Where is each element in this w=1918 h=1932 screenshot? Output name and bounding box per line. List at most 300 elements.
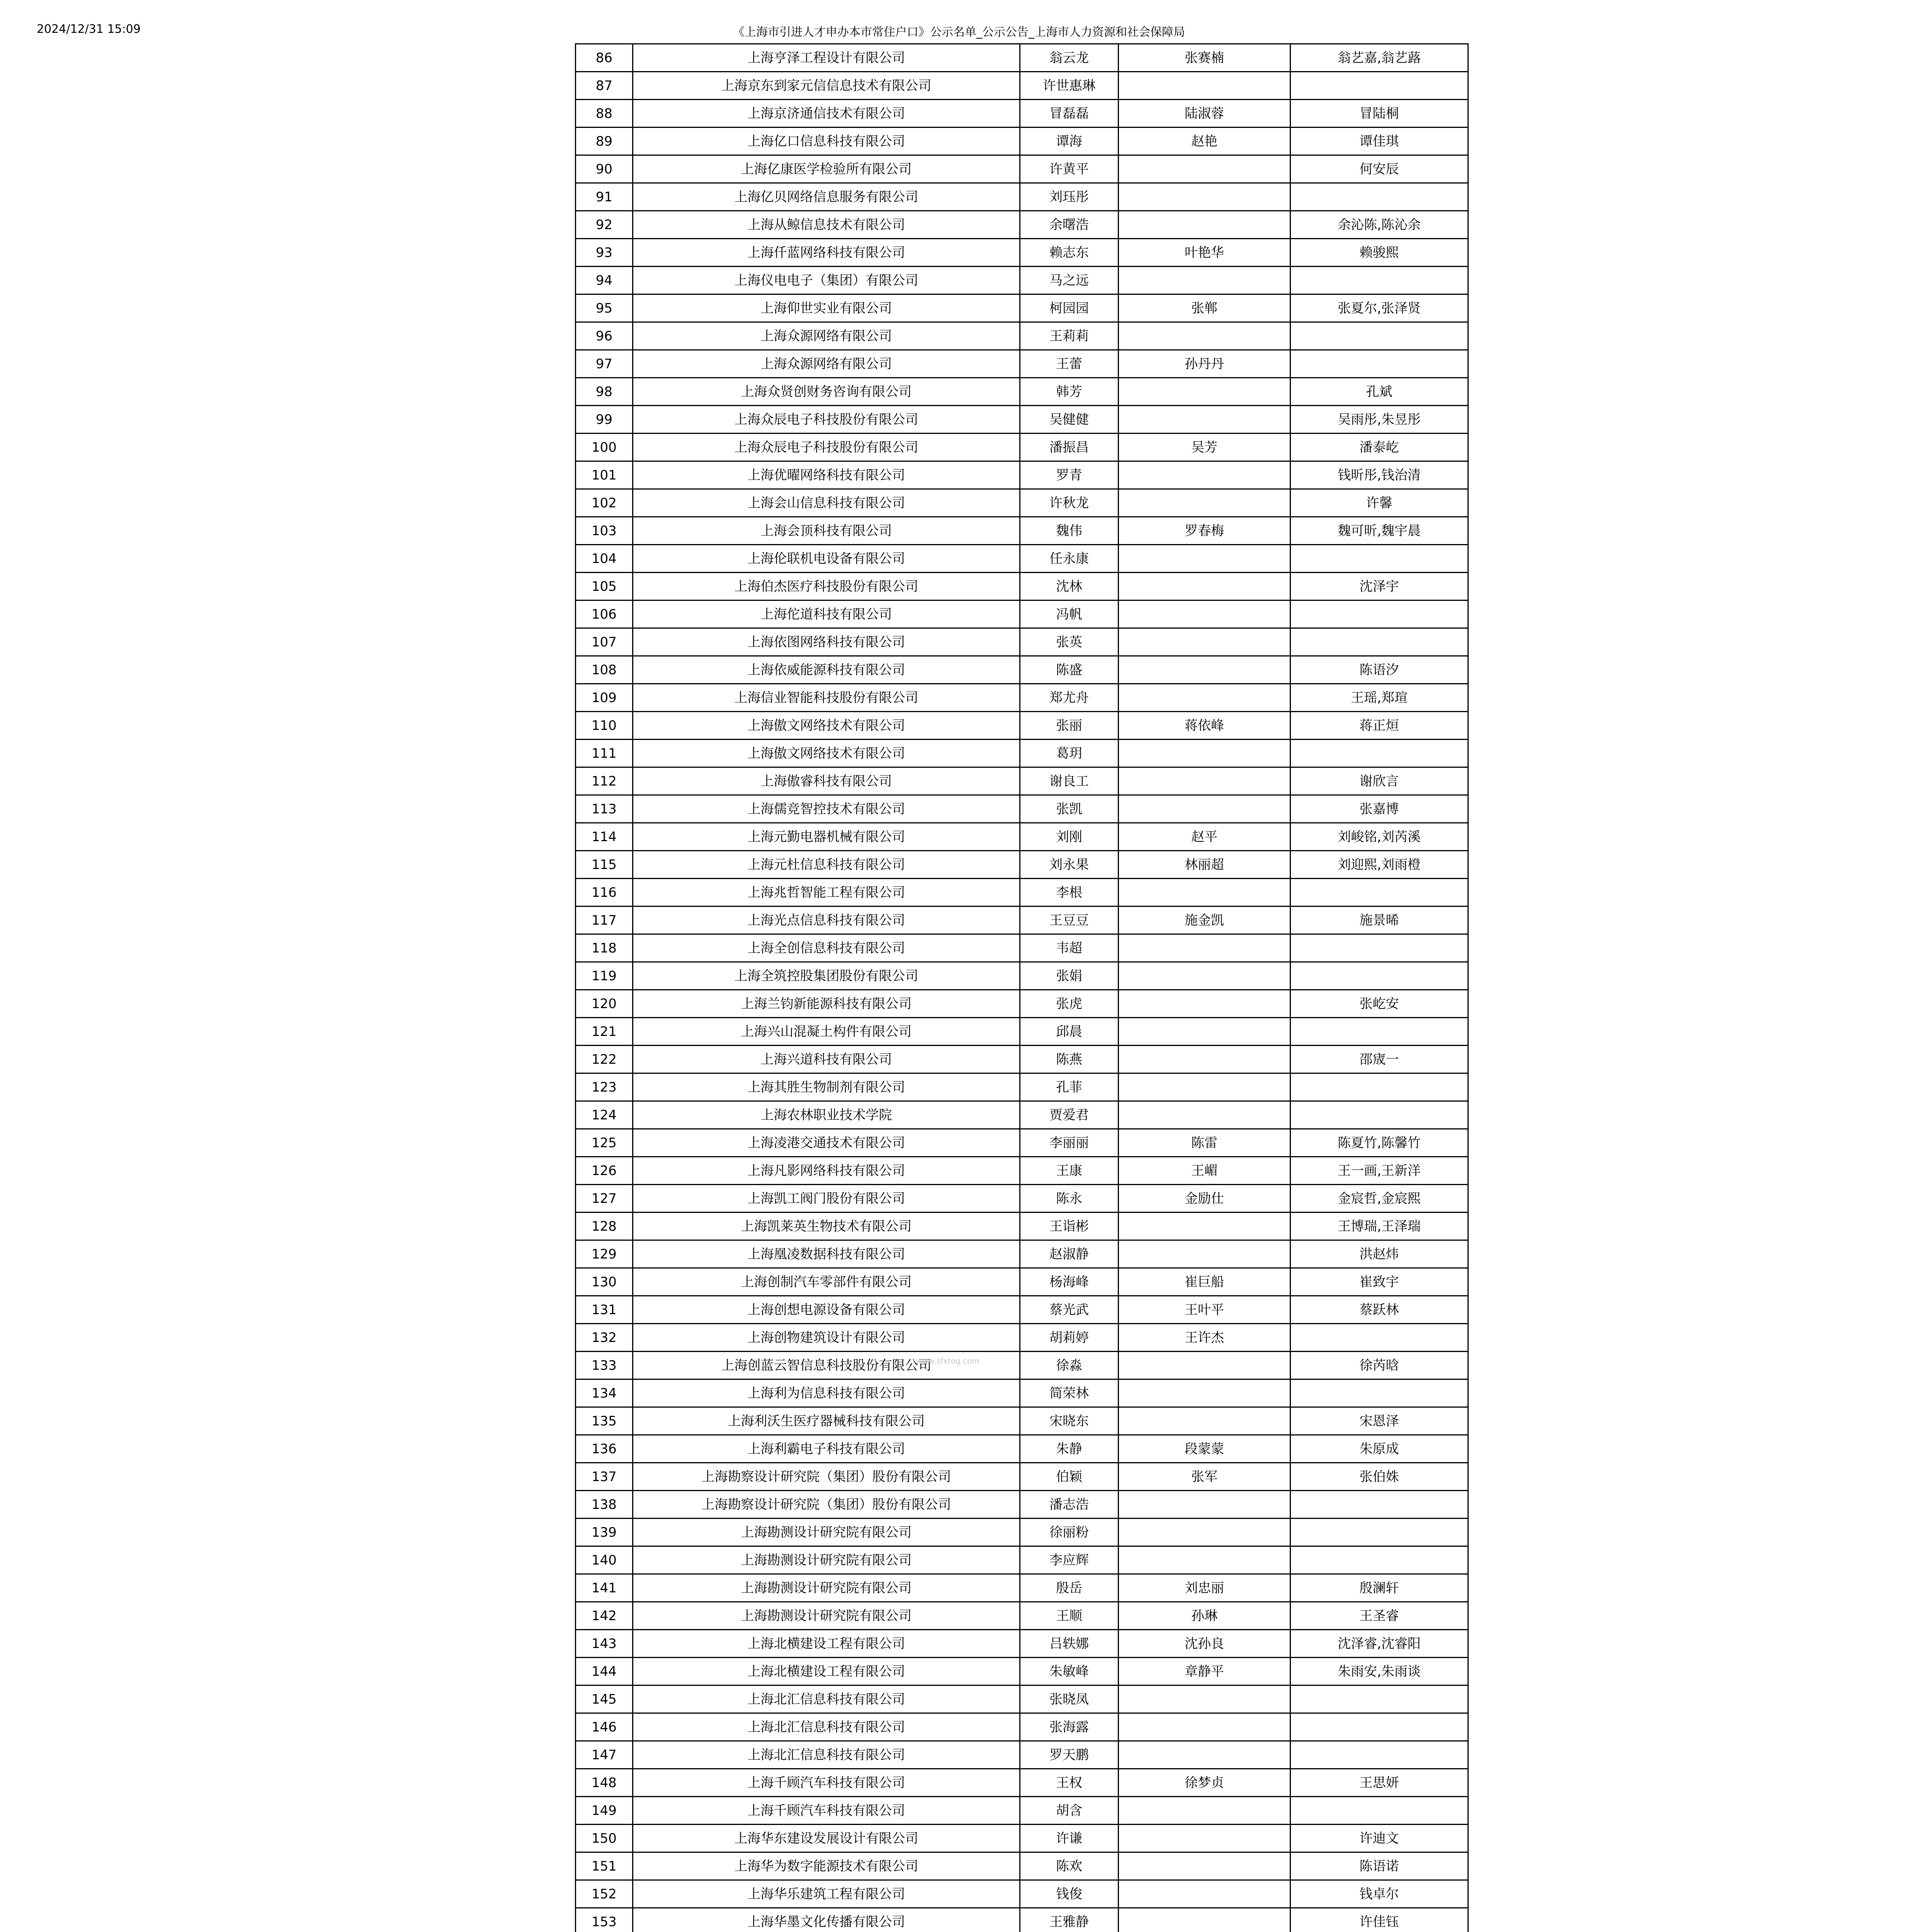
children-names-cell: 谭佳琪 — [1291, 128, 1468, 155]
row-number-cell: 99 — [576, 406, 633, 434]
company-name-cell: 上海兰钧新能源科技有限公司 — [633, 990, 1020, 1018]
table-row — [576, 962, 1468, 990]
row-number-cell: 153 — [576, 1908, 633, 1932]
applicant-name-cell: 张晓凤 — [1020, 1685, 1119, 1713]
company-name-cell: 上海创制汽车零部件有限公司 — [633, 1268, 1020, 1296]
spouse-name-cell — [1119, 1880, 1291, 1908]
children-names-cell: 何安辰 — [1291, 155, 1468, 183]
applicant-name-cell: 王雅静 — [1020, 1908, 1119, 1932]
applicant-name-cell: 魏伟 — [1020, 517, 1119, 545]
spouse-name-cell — [1119, 1491, 1291, 1519]
applicant-name-cell: 吕轶娜 — [1020, 1630, 1119, 1658]
company-name-cell: 上海元勤电器机械有限公司 — [633, 823, 1020, 851]
spouse-name-cell — [1119, 155, 1291, 183]
spouse-name-cell: 王叶平 — [1119, 1296, 1291, 1324]
children-names-cell — [1291, 322, 1468, 350]
spouse-name-cell — [1119, 1240, 1291, 1268]
table-row — [576, 1268, 1468, 1296]
company-name-cell: 上海其胜生物制剂有限公司 — [633, 1073, 1020, 1101]
row-number-cell: 104 — [576, 545, 633, 573]
spouse-name-cell: 王嵋 — [1119, 1157, 1291, 1185]
row-number-cell: 97 — [576, 350, 633, 378]
table-row — [576, 1546, 1468, 1574]
company-name-cell: 上海北汇信息科技有限公司 — [633, 1713, 1020, 1741]
spouse-name-cell: 陆淑蓉 — [1119, 100, 1291, 128]
applicant-name-cell: 王康 — [1020, 1157, 1119, 1185]
company-name-cell: 上海兴道科技有限公司 — [633, 1046, 1020, 1073]
table-row — [576, 267, 1468, 294]
table-row — [576, 1574, 1468, 1602]
children-names-cell: 刘峻铭,刘芮溪 — [1291, 823, 1468, 851]
spouse-name-cell: 施金凯 — [1119, 906, 1291, 934]
company-name-cell: 上海从鲸信息技术有限公司 — [633, 211, 1020, 239]
spouse-name-cell — [1119, 1908, 1291, 1932]
row-number-cell: 89 — [576, 128, 633, 155]
spouse-name-cell — [1119, 489, 1291, 517]
children-names-cell — [1291, 934, 1468, 962]
table-row — [576, 1407, 1468, 1435]
company-name-cell: 上海勘测设计研究院有限公司 — [633, 1546, 1020, 1574]
children-names-cell: 王瑶,郑瑄 — [1291, 684, 1468, 712]
applicant-name-cell: 胡含 — [1020, 1797, 1119, 1825]
spouse-name-cell: 沈孙良 — [1119, 1630, 1291, 1658]
row-number-cell: 114 — [576, 823, 633, 851]
company-name-cell: 上海勘察设计研究院（集团）股份有限公司 — [633, 1491, 1020, 1519]
children-names-cell: 蔡跃林 — [1291, 1296, 1468, 1324]
row-number-cell: 133 — [576, 1352, 633, 1379]
company-name-cell: 上海利为信息科技有限公司 — [633, 1379, 1020, 1407]
children-names-cell: 谢欣言 — [1291, 767, 1468, 795]
table-row — [576, 1852, 1468, 1880]
spouse-name-cell: 孙琳 — [1119, 1602, 1291, 1630]
children-names-cell — [1291, 1685, 1468, 1713]
company-name-cell: 上海凌港交通技术有限公司 — [633, 1129, 1020, 1157]
spouse-name-cell — [1119, 406, 1291, 434]
children-names-cell — [1291, 1491, 1468, 1519]
roster-table-body — [576, 44, 1468, 1932]
company-name-cell: 上海北汇信息科技有限公司 — [633, 1741, 1020, 1769]
children-names-cell: 金宸哲,金宸熙 — [1291, 1185, 1468, 1213]
children-names-cell: 张伯姝 — [1291, 1463, 1468, 1491]
applicant-name-cell: 徐淼 — [1020, 1352, 1119, 1379]
children-names-cell: 洪赵炜 — [1291, 1240, 1468, 1268]
company-name-cell: 上海佗道科技有限公司 — [633, 600, 1020, 628]
row-number-cell: 116 — [576, 879, 633, 906]
spouse-name-cell — [1119, 600, 1291, 628]
spouse-name-cell — [1119, 684, 1291, 712]
table-row — [576, 1073, 1468, 1101]
row-number-cell: 95 — [576, 294, 633, 322]
children-names-cell: 许馨 — [1291, 489, 1468, 517]
children-names-cell: 钱昕彤,钱治清 — [1291, 461, 1468, 489]
spouse-name-cell — [1119, 461, 1291, 489]
applicant-name-cell: 吴健健 — [1020, 406, 1119, 434]
spouse-name-cell — [1119, 1018, 1291, 1046]
spouse-name-cell: 罗春梅 — [1119, 517, 1291, 545]
children-names-cell: 蒋正烜 — [1291, 712, 1468, 740]
table-row — [576, 1741, 1468, 1769]
spouse-name-cell — [1119, 72, 1291, 100]
table-row — [576, 656, 1468, 684]
children-names-cell: 吴雨彤,朱昱彤 — [1291, 406, 1468, 434]
table-row — [576, 128, 1468, 155]
table-row — [576, 1157, 1468, 1185]
row-number-cell: 105 — [576, 573, 633, 600]
children-names-cell — [1291, 1519, 1468, 1546]
company-name-cell: 上海亿口信息科技有限公司 — [633, 128, 1020, 155]
spouse-name-cell — [1119, 656, 1291, 684]
row-number-cell: 100 — [576, 434, 633, 461]
applicant-name-cell: 许秋龙 — [1020, 489, 1119, 517]
table-row — [576, 1769, 1468, 1797]
print-datetime: 2024/12/31 15:09 — [37, 22, 141, 36]
table-row — [576, 879, 1468, 906]
company-name-cell: 上海勘测设计研究院有限公司 — [633, 1519, 1020, 1546]
spouse-name-cell — [1119, 573, 1291, 600]
table-row — [576, 183, 1468, 211]
table-row — [576, 1296, 1468, 1324]
children-names-cell — [1291, 1073, 1468, 1101]
table-row — [576, 406, 1468, 434]
company-name-cell: 上海京东到家元信信息技术有限公司 — [633, 72, 1020, 100]
table-row — [576, 294, 1468, 322]
row-number-cell: 123 — [576, 1073, 633, 1101]
applicant-name-cell: 张英 — [1020, 628, 1119, 656]
table-row — [576, 517, 1468, 545]
applicant-name-cell: 陈欢 — [1020, 1852, 1119, 1880]
spouse-name-cell — [1119, 1546, 1291, 1574]
row-number-cell: 126 — [576, 1157, 633, 1185]
applicant-name-cell: 冯帆 — [1020, 600, 1119, 628]
applicant-name-cell: 陈燕 — [1020, 1046, 1119, 1073]
applicant-name-cell: 王豆豆 — [1020, 906, 1119, 934]
row-number-cell: 144 — [576, 1658, 633, 1685]
children-names-cell: 沈泽宇 — [1291, 573, 1468, 600]
applicant-name-cell: 杨海峰 — [1020, 1268, 1119, 1296]
table-row — [576, 434, 1468, 461]
spouse-name-cell: 陈雷 — [1119, 1129, 1291, 1157]
row-number-cell: 107 — [576, 628, 633, 656]
company-name-cell: 上海众源网络有限公司 — [633, 350, 1020, 378]
row-number-cell: 119 — [576, 962, 633, 990]
spouse-name-cell: 金励仕 — [1119, 1185, 1291, 1213]
children-names-cell — [1291, 962, 1468, 990]
spouse-name-cell — [1119, 1213, 1291, 1240]
spouse-name-cell — [1119, 1741, 1291, 1769]
table-row — [576, 767, 1468, 795]
children-names-cell — [1291, 72, 1468, 100]
applicant-name-cell: 朱静 — [1020, 1435, 1119, 1463]
spouse-name-cell — [1119, 879, 1291, 906]
applicant-name-cell: 陈永 — [1020, 1185, 1119, 1213]
row-number-cell: 93 — [576, 239, 633, 267]
watermark-text: www.sfxtog.com — [916, 1356, 979, 1366]
table-row — [576, 600, 1468, 628]
table-row — [576, 1240, 1468, 1268]
children-names-cell — [1291, 1546, 1468, 1574]
spouse-name-cell: 张军 — [1119, 1463, 1291, 1491]
company-name-cell: 上海傲文网络技术有限公司 — [633, 740, 1020, 767]
spouse-name-cell — [1119, 1825, 1291, 1852]
applicant-name-cell: 王莉莉 — [1020, 322, 1119, 350]
children-names-cell: 王圣睿 — [1291, 1602, 1468, 1630]
applicant-name-cell: 郑尤舟 — [1020, 684, 1119, 712]
row-number-cell: 128 — [576, 1213, 633, 1240]
row-number-cell: 121 — [576, 1018, 633, 1046]
company-name-cell: 上海全筑控股集团股份有限公司 — [633, 962, 1020, 990]
row-number-cell: 98 — [576, 378, 633, 406]
table-row — [576, 906, 1468, 934]
row-number-cell: 141 — [576, 1574, 633, 1602]
company-name-cell: 上海勘察设计研究院（集团）股份有限公司 — [633, 1463, 1020, 1491]
company-name-cell: 上海信业智能科技股份有限公司 — [633, 684, 1020, 712]
table-row — [576, 573, 1468, 600]
table-row — [576, 44, 1468, 72]
applicant-name-cell: 殷岳 — [1020, 1574, 1119, 1602]
children-names-cell — [1291, 600, 1468, 628]
company-name-cell: 上海凯莱英生物技术有限公司 — [633, 1213, 1020, 1240]
spouse-name-cell — [1119, 267, 1291, 294]
children-names-cell: 翁艺嘉,翁艺蕗 — [1291, 44, 1468, 72]
spouse-name-cell — [1119, 628, 1291, 656]
row-number-cell: 136 — [576, 1435, 633, 1463]
row-number-cell: 118 — [576, 934, 633, 962]
table-row — [576, 1046, 1468, 1073]
roster-table — [575, 43, 1469, 1932]
row-number-cell: 142 — [576, 1602, 633, 1630]
children-names-cell: 朱雨安,朱雨谈 — [1291, 1658, 1468, 1685]
row-number-cell: 138 — [576, 1491, 633, 1519]
table-row — [576, 1797, 1468, 1825]
row-number-cell: 127 — [576, 1185, 633, 1213]
row-number-cell: 146 — [576, 1713, 633, 1741]
children-names-cell — [1291, 1379, 1468, 1407]
spouse-name-cell — [1119, 1713, 1291, 1741]
children-names-cell — [1291, 879, 1468, 906]
table-row — [576, 1213, 1468, 1240]
children-names-cell: 宋恩泽 — [1291, 1407, 1468, 1435]
spouse-name-cell — [1119, 545, 1291, 573]
row-number-cell: 103 — [576, 517, 633, 545]
row-number-cell: 115 — [576, 851, 633, 879]
row-number-cell: 140 — [576, 1546, 633, 1574]
children-names-cell: 钱卓尔 — [1291, 1880, 1468, 1908]
applicant-name-cell: 张凯 — [1020, 795, 1119, 823]
spouse-name-cell: 徐梦贞 — [1119, 1769, 1291, 1797]
company-name-cell: 上海创物建筑设计有限公司 — [633, 1324, 1020, 1352]
row-number-cell: 150 — [576, 1825, 633, 1852]
company-name-cell: 上海勘测设计研究院有限公司 — [633, 1574, 1020, 1602]
table-row — [576, 1602, 1468, 1630]
children-names-cell — [1291, 1018, 1468, 1046]
company-name-cell: 上海众辰电子科技股份有限公司 — [633, 406, 1020, 434]
row-number-cell: 112 — [576, 767, 633, 795]
row-number-cell: 94 — [576, 267, 633, 294]
children-names-cell: 冒陆桐 — [1291, 100, 1468, 128]
applicant-name-cell: 罗青 — [1020, 461, 1119, 489]
spouse-name-cell — [1119, 1407, 1291, 1435]
company-name-cell: 上海农林职业技术学院 — [633, 1101, 1020, 1129]
table-row — [576, 990, 1468, 1018]
company-name-cell: 上海仪电电子（集团）有限公司 — [633, 267, 1020, 294]
children-names-cell: 徐芮晗 — [1291, 1352, 1468, 1379]
page-title: 《上海市引进人才申办本市常住户口》公示名单_公示公告_上海市人力资源和社会保障局 — [733, 26, 1185, 39]
applicant-name-cell: 潘振昌 — [1020, 434, 1119, 461]
applicant-name-cell: 陈盛 — [1020, 656, 1119, 684]
row-number-cell: 125 — [576, 1129, 633, 1157]
table-row — [576, 1324, 1468, 1352]
company-name-cell: 上海会顶科技有限公司 — [633, 517, 1020, 545]
company-name-cell: 上海伦联机电设备有限公司 — [633, 545, 1020, 573]
row-number-cell: 109 — [576, 684, 633, 712]
table-row — [576, 1491, 1468, 1519]
children-names-cell: 陈夏竹,陈馨竹 — [1291, 1129, 1468, 1157]
applicant-name-cell: 冒磊磊 — [1020, 100, 1119, 128]
row-number-cell: 110 — [576, 712, 633, 740]
company-name-cell: 上海利沃生医疗器械科技有限公司 — [633, 1407, 1020, 1435]
applicant-name-cell: 韦超 — [1020, 934, 1119, 962]
table-row — [576, 684, 1468, 712]
spouse-name-cell — [1119, 990, 1291, 1018]
table-row — [576, 350, 1468, 378]
spouse-name-cell — [1119, 1101, 1291, 1129]
row-number-cell: 117 — [576, 906, 633, 934]
table-row — [576, 712, 1468, 740]
company-name-cell: 上海傲文网络技术有限公司 — [633, 712, 1020, 740]
spouse-name-cell: 吴芳 — [1119, 434, 1291, 461]
children-names-cell — [1291, 183, 1468, 211]
row-number-cell: 111 — [576, 740, 633, 767]
applicant-name-cell: 刘刚 — [1020, 823, 1119, 851]
table-row — [576, 1435, 1468, 1463]
table-row — [576, 155, 1468, 183]
applicant-name-cell: 钱俊 — [1020, 1880, 1119, 1908]
company-name-cell: 上海伯杰医疗科技股份有限公司 — [633, 573, 1020, 600]
applicant-name-cell: 张虎 — [1020, 990, 1119, 1018]
spouse-name-cell: 王许杰 — [1119, 1324, 1291, 1352]
children-names-cell: 余沁陈,陈沁余 — [1291, 211, 1468, 239]
applicant-name-cell: 蔡光武 — [1020, 1296, 1119, 1324]
company-name-cell: 上海凰凌数据科技有限公司 — [633, 1240, 1020, 1268]
applicant-name-cell: 贾爱君 — [1020, 1101, 1119, 1129]
company-name-cell: 上海北横建设工程有限公司 — [633, 1630, 1020, 1658]
company-name-cell: 上海勘测设计研究院有限公司 — [633, 1602, 1020, 1630]
applicant-name-cell: 张海露 — [1020, 1713, 1119, 1741]
company-name-cell: 上海创想电源设备有限公司 — [633, 1296, 1020, 1324]
spouse-name-cell: 孙丹丹 — [1119, 350, 1291, 378]
spouse-name-cell: 赵艳 — [1119, 128, 1291, 155]
children-names-cell: 张屹安 — [1291, 990, 1468, 1018]
applicant-name-cell: 张丽 — [1020, 712, 1119, 740]
applicant-name-cell: 李应辉 — [1020, 1546, 1119, 1574]
applicant-name-cell: 翁云龙 — [1020, 44, 1119, 72]
row-number-cell: 101 — [576, 461, 633, 489]
children-names-cell: 魏可昕,魏宇晨 — [1291, 517, 1468, 545]
applicant-name-cell: 刘永果 — [1020, 851, 1119, 879]
spouse-name-cell — [1119, 934, 1291, 962]
row-number-cell: 122 — [576, 1046, 633, 1073]
table-row — [576, 1825, 1468, 1852]
company-name-cell: 上海华乐建筑工程有限公司 — [633, 1880, 1020, 1908]
spouse-name-cell: 段蒙蒙 — [1119, 1435, 1291, 1463]
applicant-name-cell: 谭海 — [1020, 128, 1119, 155]
row-number-cell: 129 — [576, 1240, 633, 1268]
table-row — [576, 1658, 1468, 1685]
spouse-name-cell — [1119, 1073, 1291, 1101]
children-names-cell — [1291, 1741, 1468, 1769]
children-names-cell — [1291, 350, 1468, 378]
company-name-cell: 上海华为数字能源技术有限公司 — [633, 1852, 1020, 1880]
company-name-cell: 上海兆哲智能工程有限公司 — [633, 879, 1020, 906]
applicant-name-cell: 王顺 — [1020, 1602, 1119, 1630]
spouse-name-cell: 蒋依峰 — [1119, 712, 1291, 740]
table-row — [576, 211, 1468, 239]
row-number-cell: 86 — [576, 44, 633, 72]
table-row — [576, 851, 1468, 879]
company-name-cell: 上海亿贝网络信息服务有限公司 — [633, 183, 1020, 211]
applicant-name-cell: 王诣彬 — [1020, 1213, 1119, 1240]
children-names-cell — [1291, 1797, 1468, 1825]
table-row — [576, 1101, 1468, 1129]
row-number-cell: 87 — [576, 72, 633, 100]
row-number-cell: 135 — [576, 1407, 633, 1435]
table-row — [576, 1880, 1468, 1908]
children-names-cell: 王博瑞,王泽瑞 — [1291, 1213, 1468, 1240]
table-row — [576, 72, 1468, 100]
row-number-cell: 145 — [576, 1685, 633, 1713]
applicant-name-cell: 伯颖 — [1020, 1463, 1119, 1491]
table-row — [576, 1463, 1468, 1491]
row-number-cell: 102 — [576, 489, 633, 517]
spouse-name-cell: 林丽超 — [1119, 851, 1291, 879]
company-name-cell: 上海优曜网络科技有限公司 — [633, 461, 1020, 489]
company-name-cell: 上海仟蓝网络科技有限公司 — [633, 239, 1020, 267]
spouse-name-cell — [1119, 795, 1291, 823]
spouse-name-cell: 叶艳华 — [1119, 239, 1291, 267]
children-names-cell: 刘迎熙,刘雨橙 — [1291, 851, 1468, 879]
table-row — [576, 934, 1468, 962]
applicant-name-cell: 王蕾 — [1020, 350, 1119, 378]
spouse-name-cell — [1119, 1379, 1291, 1407]
table-row — [576, 100, 1468, 128]
table-row — [576, 461, 1468, 489]
children-names-cell — [1291, 740, 1468, 767]
company-name-cell: 上海京济通信技术有限公司 — [633, 100, 1020, 128]
row-number-cell: 106 — [576, 600, 633, 628]
children-names-cell — [1291, 1101, 1468, 1129]
company-name-cell: 上海众贤创财务咨询有限公司 — [633, 378, 1020, 406]
applicant-name-cell: 许黄平 — [1020, 155, 1119, 183]
company-name-cell: 上海仰世实业有限公司 — [633, 294, 1020, 322]
children-names-cell: 陈语诺 — [1291, 1852, 1468, 1880]
spouse-name-cell — [1119, 378, 1291, 406]
table-row — [576, 628, 1468, 656]
children-names-cell: 许迪文 — [1291, 1825, 1468, 1852]
table-row — [576, 322, 1468, 350]
table-row — [576, 1685, 1468, 1713]
company-name-cell: 上海北汇信息科技有限公司 — [633, 1685, 1020, 1713]
applicant-name-cell: 朱敏峰 — [1020, 1658, 1119, 1685]
applicant-name-cell: 马之远 — [1020, 267, 1119, 294]
table-row — [576, 1908, 1468, 1932]
applicant-name-cell: 许谦 — [1020, 1825, 1119, 1852]
children-names-cell: 陈语汐 — [1291, 656, 1468, 684]
spouse-name-cell — [1119, 322, 1291, 350]
table-row — [576, 740, 1468, 767]
applicant-name-cell: 葛玥 — [1020, 740, 1119, 767]
spouse-name-cell: 张赛楠 — [1119, 44, 1291, 72]
spouse-name-cell: 赵平 — [1119, 823, 1291, 851]
